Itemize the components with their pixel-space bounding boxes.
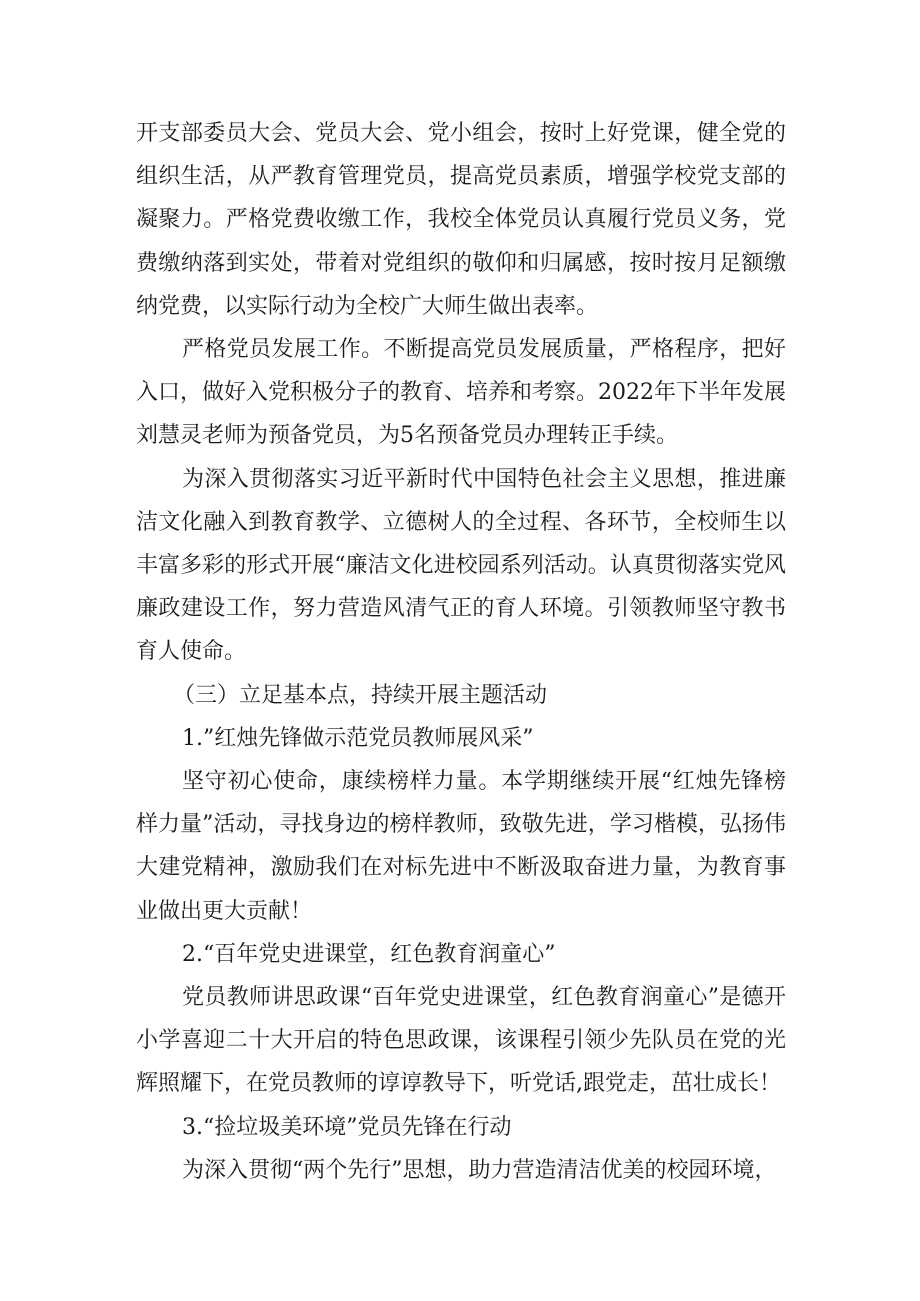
item-heading-1: 1.”红烛先锋做示范党员教师展风采” (182, 725, 534, 751)
paragraph-party-member-development: 严格党员发展工作。不断提高党员发展质量，严格程序，把好入口，做好入党积极分子的教育、培养和考察。2022年下半年发展刘慧灵老师为预备党员，为5名预备党员办理转正手续。 (136, 337, 786, 449)
paragraph-clean-campus: 为深入贯彻“两个先行”思想，助力营造清洁优美的校园环境， (182, 1157, 777, 1183)
paragraph-role-model-teachers: 坚守初心使命，康续榜样力量。本学期继续开展“红烛先锋榜样力量”活动，寻找身边的榜样教师，致敬先进，学习楷模，弘扬伟大建党精神，激励我们在对标先进中不断汲取奋进力量，为教育事业做出更大贡献！ (136, 769, 786, 924)
section-heading-three: （三）立足基本点，持续开展主题活动 (173, 682, 548, 708)
item-heading-2: 2.“百年党史进课堂，红色教育润童心” (182, 941, 556, 967)
paragraph-party-history-class: 党员教师讲思政课“百年党史进课堂，红色教育润童心”是德开小学喜迎二十大开启的特色思政课，该课程引领少先队员在党的光辉照耀下，在党员教师的谆谆教导下，听党话,跟党走，茁壮成长！ (136, 985, 786, 1097)
document-body (136, 112, 786, 1192)
paragraph-integrity-culture: 为深入贯彻落实习近平新时代中国特色社会主义思想，推进廉洁文化融入到教育教学、立德树人的全过程、各环节，全校师生以丰富多彩的形式开展“廉洁文化进校园系列活动。认真贯彻落实党风廉政建设工作，努力营造风清气正的育人环境。引领教师坚守教书育人使命。 (136, 466, 786, 665)
paragraph-party-organization-life: 开支部委员大会、党员大会、党小组会，按时上好党课，健全党的组织生活，从严教育管理党员，提高党员素质，增强学校党支部的凝聚力。严格党费收缴工作，我校全体党员认真履行党员义务，党费缴纳落到实处，带着对党组织的敬仰和归属感，按时按月足额缴纳党费，以实际行动为全校广大师生做出表率。 (136, 121, 786, 319)
item-heading-3: 3.“捡垃圾美环境”党员先锋在行动 (182, 1114, 512, 1140)
